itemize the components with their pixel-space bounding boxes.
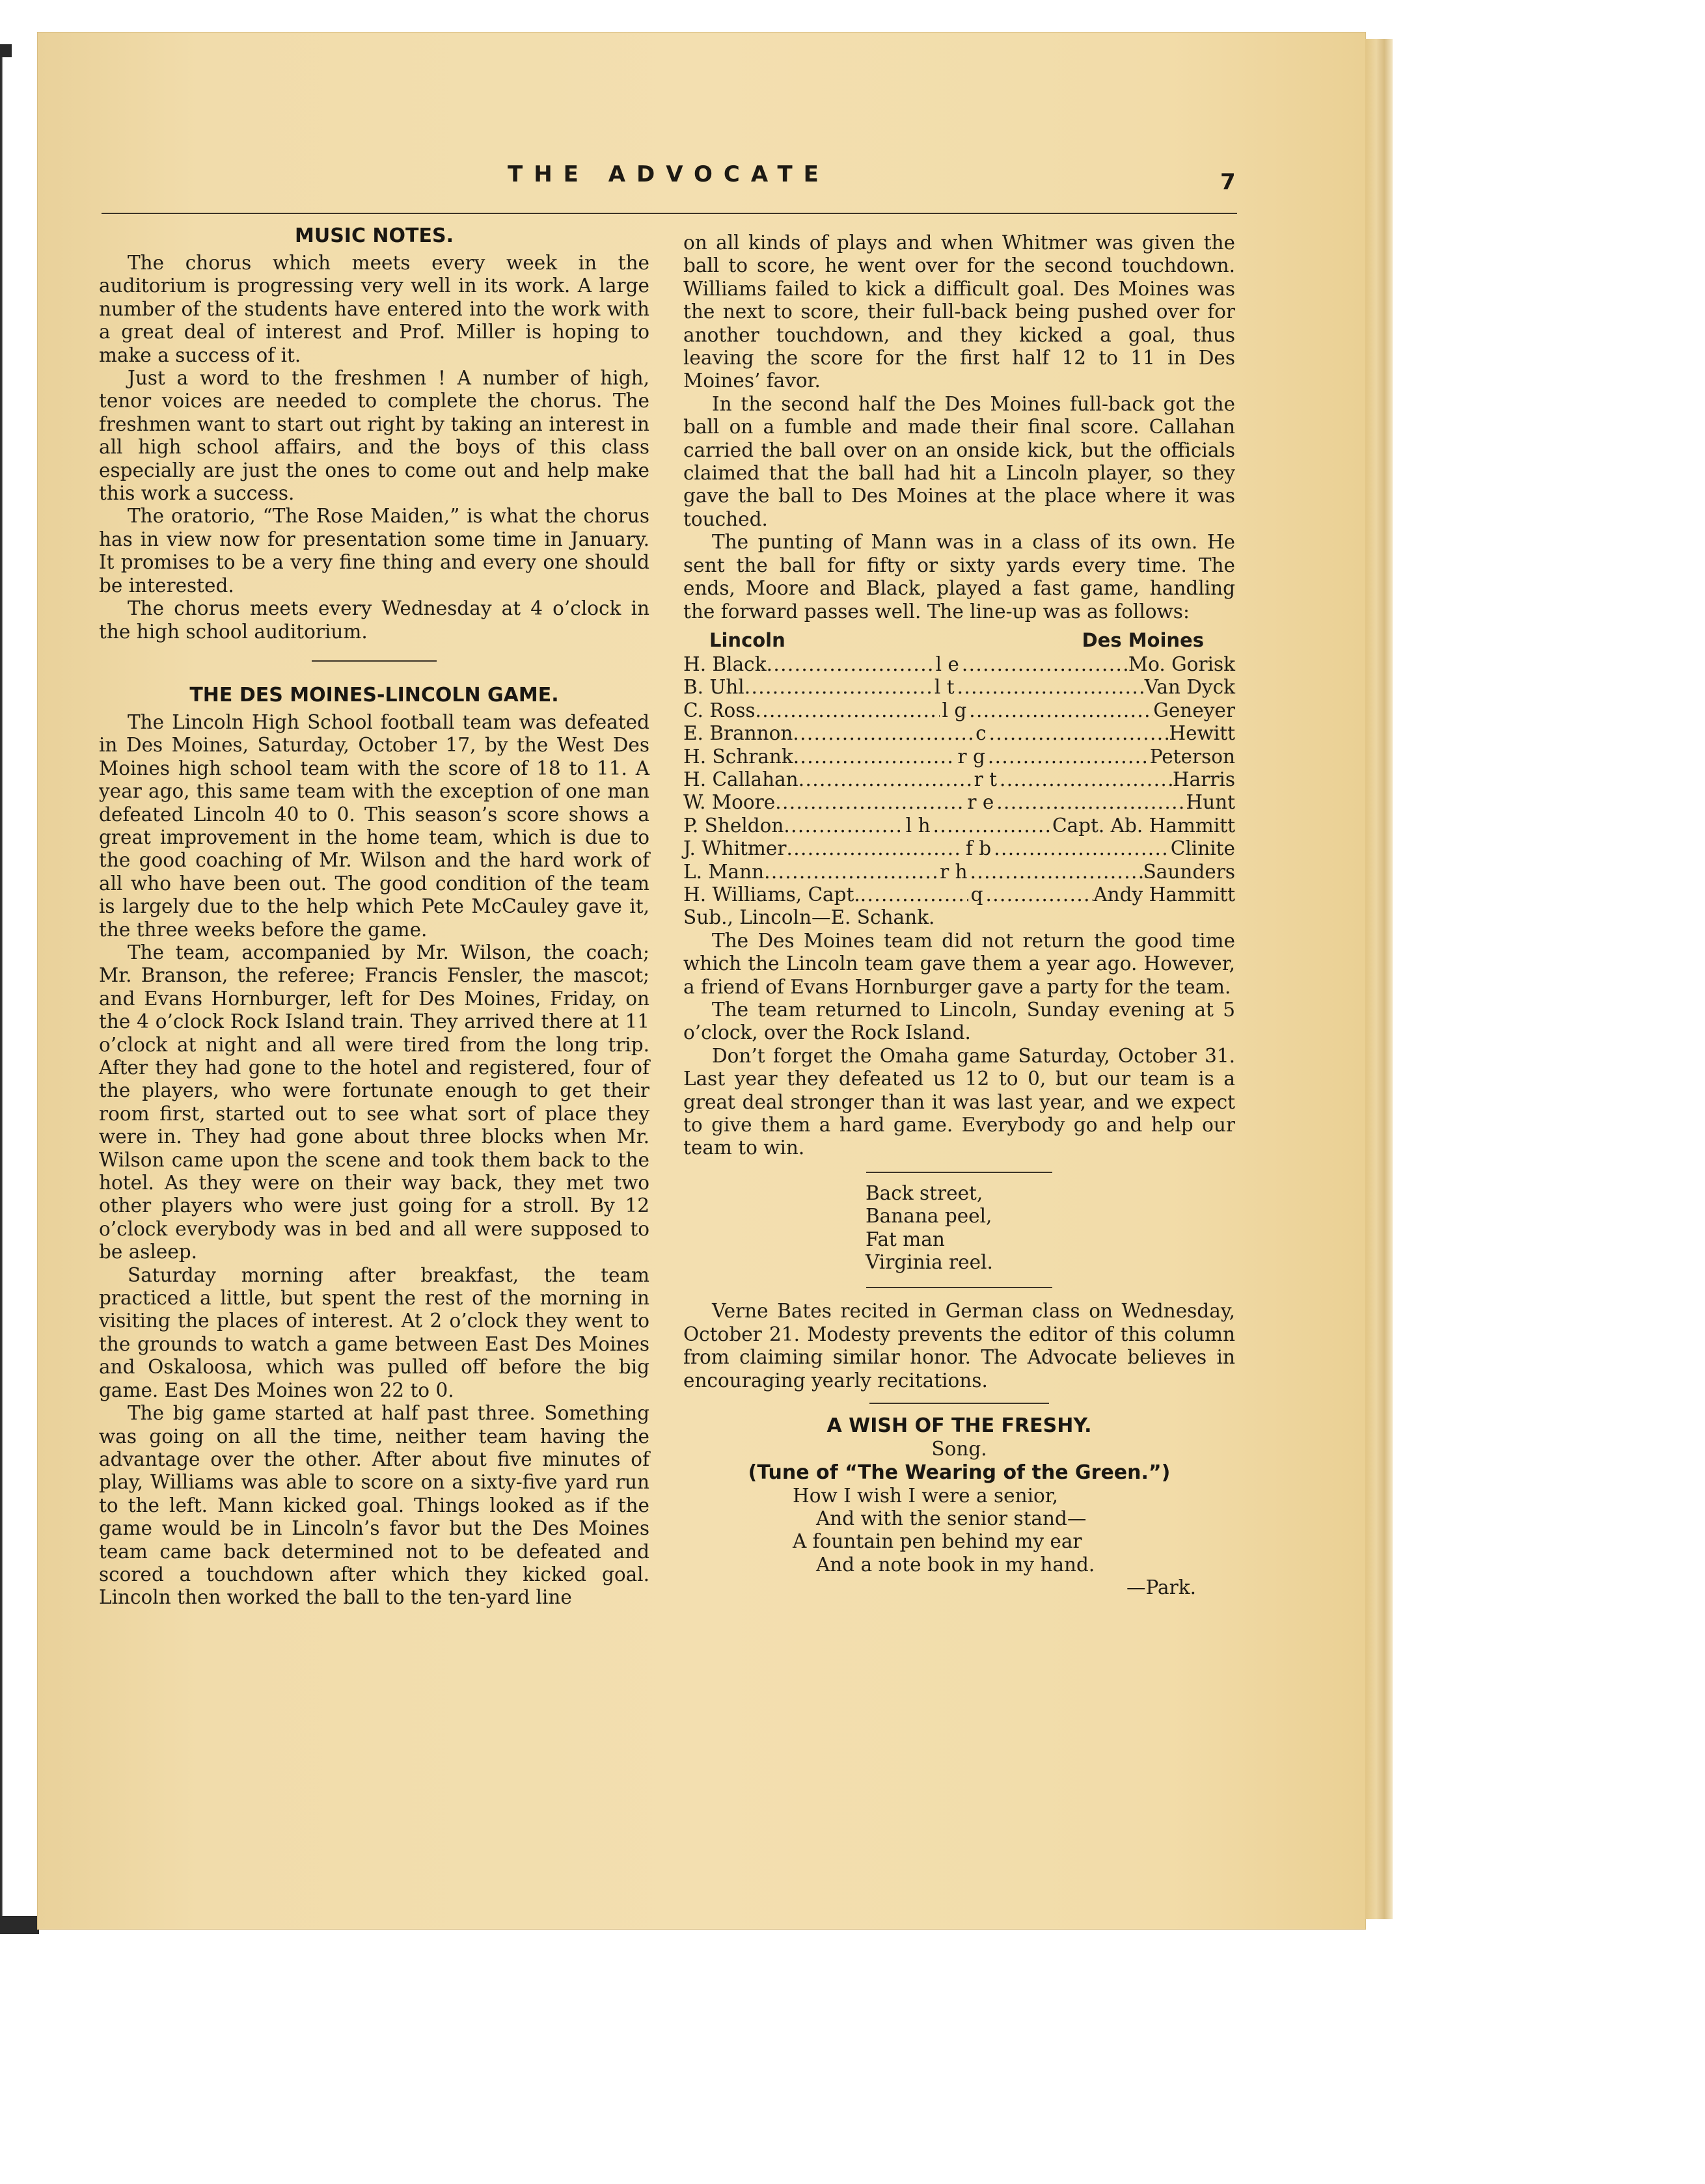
game-paragraph: The Lincoln High School football team was defeated in Des Moines, Saturday, October 17, by the West Des Moines high school team with the score of 18 to 11. A year ago, this same team with the exception of one man defeated Lincoln 40 to 0. This season’s score shows a great improvement in the home team, which is due to the good coaching of Mr. Wilson and the hard work of all who have been out. The good condition of the team is largely due to the help which Pete McCauley gave it, the three weeks before the game. xyxy=(99,710,649,941)
leader-dots xyxy=(1000,768,1173,791)
lineup-team-lincoln: Lincoln xyxy=(709,628,785,651)
freshy-tune: (Tune of “The Wearing of the Green.”) xyxy=(748,1461,1171,1484)
music-notes-heading: MUSIC NOTES. xyxy=(294,224,454,247)
freshy-attribution: —Park. xyxy=(1126,1576,1196,1599)
lineup-row xyxy=(683,722,1235,745)
leader-dots xyxy=(957,676,1145,699)
lineup-position: r g xyxy=(957,745,985,768)
lineup-row xyxy=(683,837,1235,860)
leader-dots xyxy=(986,883,1094,906)
lineup-position: l g xyxy=(942,699,967,721)
lineup-position: l e xyxy=(935,653,959,675)
freshy-subheading: Song. xyxy=(931,1438,987,1461)
lineup-row xyxy=(683,815,1235,837)
lineup-row xyxy=(683,791,1235,814)
lineup-lincoln-player: P. Sheldon xyxy=(683,814,784,837)
lineup-des-moines-player: Capt. Ab. Hammitt xyxy=(1052,814,1235,837)
lineup-position: l h xyxy=(905,814,931,837)
leader-dots xyxy=(994,837,1171,860)
leader-dots xyxy=(969,699,1153,722)
lineup-lincoln-player: H. Black xyxy=(683,653,767,675)
leader-dots xyxy=(962,653,1128,676)
leader-dots xyxy=(744,676,932,699)
page-number: 7 xyxy=(1220,169,1236,195)
leader-dots xyxy=(988,746,1150,768)
freshy-song xyxy=(793,1485,1235,1577)
lineup-des-moines-player: Hunt xyxy=(1186,791,1235,814)
game-paragraph: on all kinds of plays and when Whitmer was given the ball to score, he went over for the second touchdown. Williams failed to kick a difficult goal. Des Moines was the next to score, their full-back being pushed over for another touchdown, and they kicked a goal, thus leaving the score for the first half 12 to 11 in Des Moines’ favor. xyxy=(683,232,1235,392)
music-paragraph: The oratorio, “The Rose Maiden,” is what the chorus has in view now for presentation some time in January. It promises to be a very fine thing and every one should be interested. xyxy=(99,505,649,597)
page-binding-shadow xyxy=(0,44,39,1931)
leader-dots xyxy=(793,746,955,768)
lineup-des-moines-player: Andy Hammitt xyxy=(1093,883,1236,906)
rhyme-line: Fat man xyxy=(866,1228,945,1250)
lineup-lincoln-player: H. Schrank xyxy=(683,745,793,768)
freshy-heading: A WISH OF THE FRESHY. xyxy=(826,1414,1092,1438)
leader-dots xyxy=(786,837,963,860)
game-paragraph: The Des Moines team did not return the good time which the Lincoln team gave them a year ago. However, a friend of Evans Hornburger gave a party for the team. xyxy=(683,929,1235,998)
left-column xyxy=(99,224,649,1610)
binding-corner-top xyxy=(0,44,12,57)
lineup-lincoln-player: J. Whitmer xyxy=(683,837,787,860)
lineup-position: q xyxy=(970,883,983,906)
game-paragraph: The team returned to Lincoln, Sunday evening at 5 o’clock, over the Rock Island. xyxy=(683,999,1235,1044)
song-line: And with the senior stand— xyxy=(816,1507,1087,1530)
lineup-position: r t xyxy=(974,768,997,790)
page-stack-edge xyxy=(1365,39,1393,1919)
lineup-row xyxy=(683,746,1235,768)
game-paragraph: The punting of Mann was in a class of its own. He sent the ball for fifty or sixty yards every time. The ends, Moore and Black, played a fast game, handling the forward passes well. The line-up was as follows: xyxy=(683,531,1235,623)
song-line: How I wish I were a senior, xyxy=(793,1484,1059,1507)
leader-dots xyxy=(784,815,903,837)
rhyme-line: Banana peel, xyxy=(866,1205,992,1228)
game-paragraph: Saturday morning after breakfast, the team practiced a little, but spent the rest of the morning in visiting the places of interest. At 2 o’clock they went to the grounds to watch a game between East Des Moines and Oskaloosa, which was pulled off before the big game. East Des Moines won 22 to 0. xyxy=(99,1263,649,1401)
leader-dots xyxy=(970,861,1143,883)
bates-note: Verne Bates recited in German class on Wednesday, October 21. Modesty prevents the editor of this column from claiming similar honor. The Advocate believes in encouraging yearly recitations. xyxy=(683,1300,1235,1392)
lineup-des-moines-player: Hewitt xyxy=(1169,722,1235,745)
lineup-position: r h xyxy=(940,860,968,883)
lineup-lincoln-player: H. Callahan xyxy=(683,768,798,790)
lineup-lincoln-player: L. Mann xyxy=(683,860,765,883)
music-paragraph: The chorus meets every Wednesday at 4 o’clock in the high school auditorium. xyxy=(99,597,649,643)
leader-dots xyxy=(798,768,972,791)
lineup-lincoln-player: W. Moore xyxy=(683,791,776,814)
lineup-des-moines-player: Saunders xyxy=(1143,860,1235,883)
lineup-subs: Sub., Lincoln—E. Schank. xyxy=(683,906,935,929)
lineup-position: r e xyxy=(967,791,994,814)
lineup-des-moines-player: Harris xyxy=(1172,768,1235,790)
lineup-row xyxy=(683,676,1235,699)
lineup-des-moines-player: Clinite xyxy=(1170,837,1235,860)
music-paragraph: Just a word to the freshmen ! A number of high, tenor voices are needed to complete the chorus. The freshmen want to start out right by taking an interest in all high school affairs, and the boys of this class especially are just the ones to come out and help make this work a success. xyxy=(99,367,649,505)
header-rule xyxy=(102,213,1237,214)
lineup-row xyxy=(683,768,1235,791)
lineup-row xyxy=(683,861,1235,883)
leader-dots xyxy=(860,883,968,906)
game-paragraph: The team, accompanied by Mr. Wilson, the coach; Mr. Branson, the referee; Francis Fensler, the mascot; and Evans Hornburger, left for Des Moines, Friday, on the 4 o’clock Rock Island train. They arrived there at 11 o’clock at night and all were tired from the long trip. After they had gone to the hotel and registered, four of the players, who were fortunate enough to get their room first, started out to see what sort of place they were in. They had gone about three blocks when Mr. Wilson came upon the scene and took them back to the hotel. As they were on their way back, they met two other players who were just going for a stroll. By 12 o’clock everybody was in bed and all were supposed to be asleep. xyxy=(99,941,649,1263)
lineup-lincoln-player: E. Brannon xyxy=(683,722,793,745)
leader-dots xyxy=(775,791,964,814)
lineup-des-moines-player: Mo. Gorisk xyxy=(1128,653,1235,675)
lineup-des-moines-player: Geneyer xyxy=(1153,699,1235,721)
song-line: And a note book in my hand. xyxy=(816,1553,1095,1576)
music-paragraph: The chorus which meets every week in the auditorium is progressing very well in its work. A large number of the students have entered into the work with a great deal of interest and Prof. Miller is hoping to make a success of it. xyxy=(99,252,649,366)
leader-dots xyxy=(767,653,933,676)
lineup-position: f b xyxy=(966,837,992,860)
game-paragraph: In the second half the Des Moines full-back got the ball on a fumble and made their final score. Callahan carried the ball over on an onside kick, but the officials claimed that the ball had hit a Lincoln player, so they gave the ball to Des Moines at the place where it was touched. xyxy=(683,392,1235,530)
leader-dots xyxy=(933,815,1052,837)
lineup-row xyxy=(683,653,1235,676)
lineup-row xyxy=(683,883,1235,906)
rhyme xyxy=(866,1182,1235,1274)
leader-dots xyxy=(756,699,940,722)
leader-dots xyxy=(989,722,1169,745)
leader-dots xyxy=(793,722,973,745)
rhyme-line: Back street, xyxy=(866,1181,983,1204)
lineup-lincoln-player: B. Uhl xyxy=(683,676,744,699)
lineup-row xyxy=(683,699,1235,722)
song-line: A fountain pen behind my ear xyxy=(793,1530,1082,1553)
leader-dots xyxy=(764,861,937,883)
lineup-position: c xyxy=(975,722,987,745)
leader-dots xyxy=(996,791,1186,814)
binding-corner-bottom xyxy=(0,1916,39,1934)
right-column xyxy=(683,232,1235,1600)
lineup-lincoln-player: C. Ross xyxy=(683,699,756,721)
rhyme-line: Virginia reel. xyxy=(866,1251,993,1274)
lineup-table xyxy=(683,653,1235,930)
game-paragraph: Don’t forget the Omaha game Saturday, October 31. Last year they defeated us 12 to 0, but our team is a great deal stronger than it was last year, and we expect to give them a hard game. Everybody go and help our team to win. xyxy=(683,1044,1235,1159)
lineup-des-moines-player: Peterson xyxy=(1149,745,1235,768)
lineup-header xyxy=(683,628,1235,652)
lineup-lincoln-player: H. Williams, Capt. xyxy=(683,883,860,906)
lineup-position: l t xyxy=(934,676,955,699)
lineup-team-des-moines: Des Moines xyxy=(1082,628,1204,651)
game-heading: THE DES MOINES-LINCOLN GAME. xyxy=(189,683,559,707)
lineup-des-moines-player: Van Dyck xyxy=(1144,676,1235,699)
game-paragraph: The big game started at half past three. Something was going on all the time, neither team having the advantage over the other. After about five minutes of play, Williams was able to score on a sixty-five yard run to the left. Mann kicked goal. Things looked as if the game would be in Lincoln’s favor but the Des Moines team came back determined not to be defeated and scored a touchdown after which they kicked goal. Lincoln then worked the ball to the ten-yard line xyxy=(99,1402,649,1609)
masthead-title: THE ADVOCATE xyxy=(508,161,830,187)
